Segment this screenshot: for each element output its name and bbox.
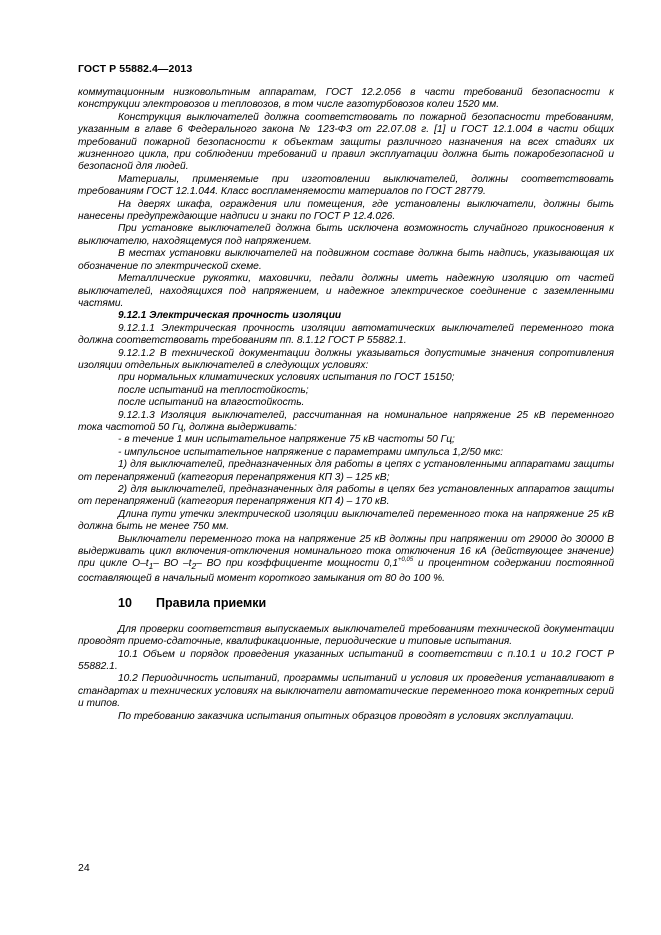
paragraph: В местах установки выключателей на подвижном составе должна быть надпись, указывающая их обозначение по электрической схеме.: [78, 248, 614, 272]
paragraph: На дверях шкафа, ограждения или помещения, где установлены выключатели, должны быть нанесены предупреждающие надписи и знаки по ГОСТ Р 12.4.026.: [78, 198, 614, 223]
paragraph: Металлические рукоятки, маховички, педали должны иметь надежную изоляцию от частей выключателей, находящихся под напряжением, и надежное электрическое соединение с заземленными частями.: [78, 273, 614, 309]
paragraph: Материалы, применяемые при изготовлении выключателей, должны соответствовать требованиям ГОСТ 12.1.044. Класс воспламеняемости материалов по ГОСТ 28779.: [78, 173, 614, 198]
list-item: - импульсное испытательное напряжение с параметрами импульса 1,2/50 мкс:: [118, 446, 504, 458]
text-run: – ВО при коэффициенте мощности 0,1: [196, 558, 398, 570]
paragraph: Длина пути утечки электрической изоляции выключателей переменного тока на напряжение 25 кВ должна быть не менее 750 мм.: [78, 508, 614, 533]
section-title: Правила приемки: [156, 596, 267, 611]
text-run: Выключатели переменного тока на напряжение 25 кВ должны при напряжении от 29000 до 30000 В выдерживать цикл включения-отключения номинального тока отключения 16 кА (действующее значение) при цикле О–t: [78, 533, 614, 570]
paragraph: 9.12.1.1 Электрическая прочность изоляции автоматических выключателей переменного тока должна соответствовать требованиям пп. 8.1.12 ГОСТ Р 55882.1.: [78, 322, 614, 347]
document-body: [78, 87, 614, 723]
paragraph: 10.1 Объем и порядок проведения указанных испытаний в соответствии с п.10.1 и 10.2 ГОСТ Р 55882.1.: [78, 648, 614, 672]
paragraph-breaking-cycle: [78, 534, 614, 586]
paragraph: Конструкция выключателей должна соответствовать по пожарной безопасности требованиям, указанным в главе 6 Федерального закона № 123-ФЗ от 22.07.08 г. [1] и ГОСТ 12.1.004 в части общих требований пожарной безопасности к объектам защиты различного назначения на всех стадиях их жизненного цикла, при соблюдении требований и правил эксплуатации должна быть пожаробезопасной и безопасной для людей.: [78, 111, 614, 173]
paragraph: коммутационным низковольтным аппаратам, ГОСТ 12.2.056 в части требований безопасности к конструкции электровозов и тепловозов, в том числе газотурбовозов колеи 1520 мм.: [78, 87, 614, 111]
paragraph: 9.12.1.3 Изоляция выключателей, рассчитанная на номинальное напряжение 25 кВ переменного тока частотой 50 Гц, должна выдерживать:: [78, 409, 614, 433]
subscript: 2: [191, 561, 197, 572]
paragraph: По требованию заказчика испытания опытных образцов проводят в условиях эксплуатации.: [118, 710, 575, 722]
text-run: – ВО –t: [153, 558, 192, 570]
subsection-heading: 9.12.1 Электрическая прочность изоляции: [118, 310, 342, 322]
list-item: при нормальных климатических условиях испытания по ГОСТ 15150;: [118, 372, 455, 384]
list-item: после испытаний на теплостойкость;: [118, 384, 309, 396]
list-item: - в течение 1 мин испытательное напряжение 75 кВ частоты 50 Гц;: [118, 434, 455, 446]
document-header: ГОСТ Р 55882.4—2013: [78, 63, 193, 75]
section-heading: [118, 597, 614, 609]
section-number: 10: [118, 596, 132, 611]
text-run: и процентном содержании постоянной составляющей в начальный момент короткого замыкания от 80 до 100 %.: [78, 558, 614, 584]
list-item: 2) для выключателей, предназначенных для работы в цепях без установленных аппаратов защиты от перенапряжений (категория перенапряжения КП 4) – 170 кВ.: [78, 484, 614, 508]
list-item: после испытаний на влагостойкость.: [118, 397, 305, 409]
paragraph: 9.12.1.2 В технической документации должны указываться допустимые значения сопротивления изоляции отдельных выключателей в следующих условиях:: [78, 347, 614, 371]
subscript: 1: [148, 561, 154, 572]
superscript: +0,05: [398, 557, 414, 564]
paragraph: 10.2 Периодичность испытаний, программы испытаний и условия их проведения устанавливают в стандартах и технических условиях на выключатели автоматические переменного тока конкретных серий и типов.: [78, 673, 614, 710]
page-number: 24: [78, 862, 90, 874]
paragraph: При установке выключателей должна быть исключена возможность случайного прикосновения к выключателю, находящемуся под напряжением.: [78, 223, 614, 247]
list-item: 1) для выключателей, предназначенных для работы в цепях с установленными аппаратами защиты от перенапряжений (категория перенапряжения КП 3) – 125 кВ;: [78, 459, 614, 483]
paragraph: Для проверки соответствия выпускаемых выключателей требованиям технической документации проводят приемо-сдаточные, квалификационные, периодические и типовые испытания.: [78, 623, 614, 648]
